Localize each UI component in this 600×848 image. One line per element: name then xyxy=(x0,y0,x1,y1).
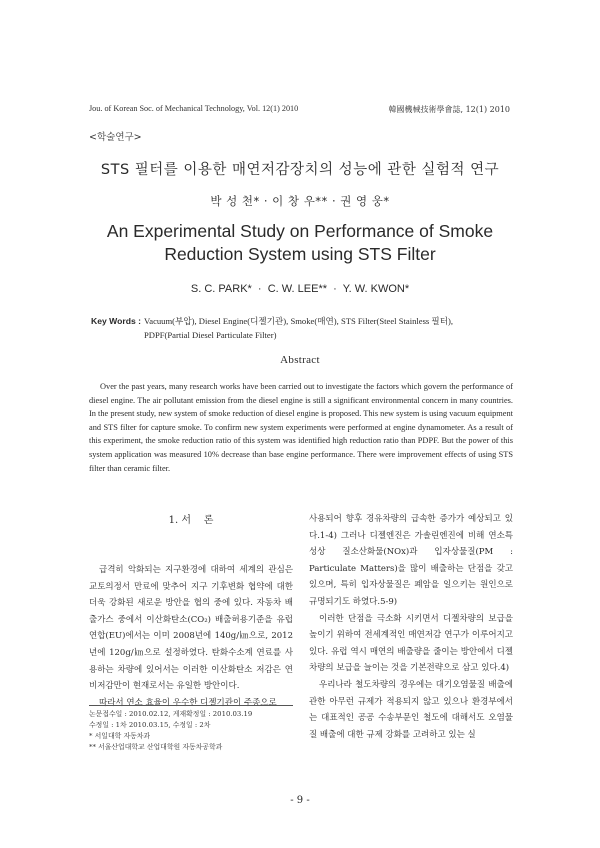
abstract-text xyxy=(89,380,513,475)
abstract-paragraph: Over the past years, many research works have been carried out to investigate the factors which govern the performance of diesel engine. The air pollutant emission from the diesel engine is still a significant environmental concern in many countries. In the present study, new system of smoke reduction of diesel engine is proposed. This new system is using vacuum equipment and STS filter for capture smoke. To confirm new system experiments were performed at engine dynamometer. As a result of this experiment, the smoke reduction ratio of this system was identified high reduction ratio than PDPF. But the power of this system application was measured 10% decrease than base engine performance. There were improvement effects of using STS filter than ceramic filter. xyxy=(89,382,513,473)
footnote-revised: 수정일 : 1차 2010.03.15, 수정일 : 2차 xyxy=(89,721,211,729)
footnote-affiliation-1: * 서일대학 자동차과 xyxy=(89,732,151,740)
footnote-affiliation-2: ** 서울산업대학교 산업대학원 자동차공학과 xyxy=(89,743,223,751)
journal-header-ko: 韓國機械技術學會誌, 12(1) 2010 xyxy=(388,105,510,114)
footnote-divider xyxy=(89,705,293,706)
right-column xyxy=(309,511,513,743)
keywords-label: Key Words : xyxy=(91,316,141,326)
intro-paragraph-2: 따라서 연소 효율이 우수한 디젤기관이 주종으로 xyxy=(99,697,277,708)
footnotes xyxy=(89,709,299,753)
keywords xyxy=(91,314,521,340)
abstract-heading: Abstract xyxy=(280,354,320,366)
left-column xyxy=(89,562,293,711)
intro-paragraph-continued: 사용되어 향후 경유차량의 급속한 증가가 예상되고 있다.1-4) 그러나 디젤엔진은 가솔린엔진에 비해 연소특성상 질소산화물(NOx)과 입자상물질(PM : Particulate Matters)을 많이 배출하는 단점을 갖고 있으며, 특히 입자상물질은 폐암을 일으키는 원인으로 규명되기도 하였다.5-9) xyxy=(309,514,513,607)
intro-paragraph-1: 급격히 악화되는 지구환경에 대하여 세계의 관심은 교토의정서 만료에 맞추어 지구 기후변화 협약에 대한 더욱 강화된 새로운 방안을 협의 중에 있다. 자동차 배출가스 중에서 이산화탄소(CO₂) 배출허용기준을 유럽연합(EU)에서는 이미 2008년에 140g/㎞으로, 2012년에 120g/㎞으로 설정하였다. 탄화수소계 연료를 사용하는 차량에 있어서는 이러한 이산화탄소 저감은 연비저감만이 현재로서는 유일한 방안이다. xyxy=(89,565,293,692)
title-en-line-1: An Experimental Study on Performance of Smoke xyxy=(106,221,494,241)
title-en-line-2: Reduction System using STS Filter xyxy=(164,244,436,264)
intro-paragraph-3: 이러한 단점을 극소화 시키면서 디젤차량의 보급을 높이기 위하여 전세계적인 매연저감 연구가 이루어지고 있다. 유럽 역시 매연의 배출량을 줄이는 방안에서 디젤차량의 보급을 늘이는 것을 기본전략으로 삼고 있다.4) xyxy=(309,613,513,674)
section-tag: <학술연구> xyxy=(89,132,142,143)
keywords-line-2: PDPF(Partial Diesel Particulate Filter) xyxy=(144,330,277,340)
paper-title-english xyxy=(0,220,600,266)
authors-english: S. C. PARK* · C. W. LEE** · Y. W. KWON* xyxy=(190,283,410,295)
authors-korean: 박 성 천* · 이 창 우** · 권 영 웅* xyxy=(210,194,390,208)
journal-header-en: Jou. of Korean Soc. of Mechanical Technology, Vol. 12(1) 2010 xyxy=(89,104,299,113)
keywords-values xyxy=(144,314,524,342)
page-number: - 9 - xyxy=(290,795,310,806)
paper-title-korean: STS 필터를 이용한 매연저감장치의 성능에 관한 실험적 연구 xyxy=(100,162,500,178)
keywords-line-1: Vacuum(부압), Diesel Engine(디젤기관), Smoke(매연), STS Filter(Steel Stainless 필터), xyxy=(144,316,454,326)
intro-paragraph-4: 우리나라 철도차량의 경우에는 대기오염물질 배출에 관한 아무런 규제가 적용되지 않고 있으나 환경부에서는 대표적인 공공 수송부문인 철도에 대해서도 오염물질 배출에 대한 규제 강화를 고려하고 있는 실 xyxy=(309,679,513,740)
section-heading-introduction: 1. 서 론 xyxy=(168,515,214,526)
footnote-received: 논문접수일 : 2010.02.12, 게재확정일 : 2010.03.19 xyxy=(89,710,253,718)
